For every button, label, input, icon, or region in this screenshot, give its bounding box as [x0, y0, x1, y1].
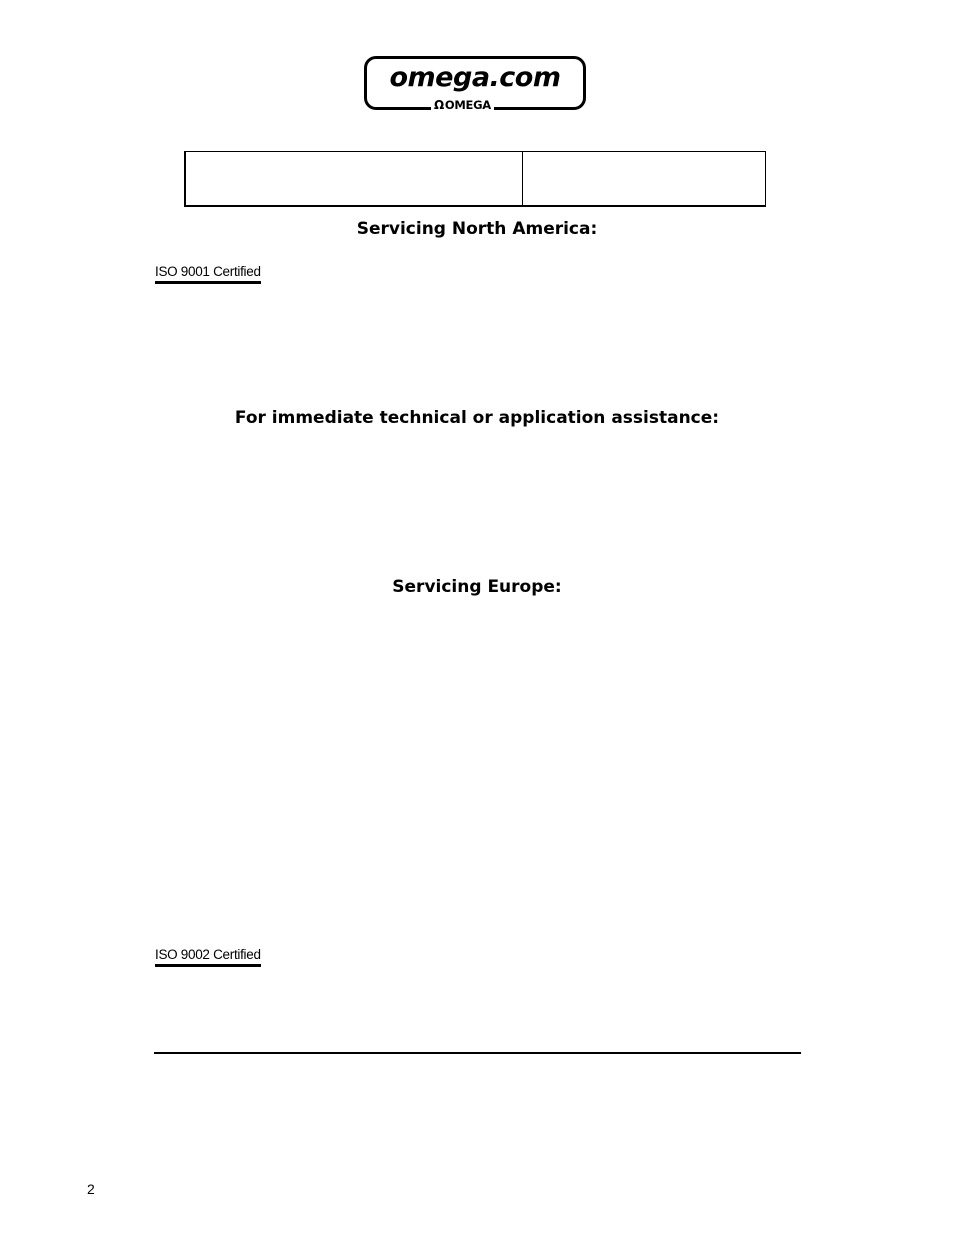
logo-main-text: omega.com — [389, 62, 561, 93]
horizontal-divider — [154, 1052, 801, 1054]
logo-sub-label: OMEGA — [444, 98, 491, 112]
omega-logo — [364, 56, 586, 110]
address-box — [184, 151, 766, 207]
page-number: 2 — [87, 1181, 95, 1197]
heading-servicing-europe: Servicing Europe: — [392, 577, 562, 597]
omega-symbol-icon: Ω — [434, 98, 444, 112]
logo-sub-text — [431, 98, 494, 112]
heading-servicing-north-america: Servicing North America: — [356, 219, 598, 239]
heading-technical-assistance: For immediate technical or application assistance: — [234, 408, 720, 428]
address-box-left-cell — [186, 152, 523, 205]
iso-9002-certified-label: ISO 9002 Certified — [155, 947, 261, 967]
iso-9001-certified-label: ISO 9001 Certified — [155, 264, 261, 284]
address-box-right-cell — [523, 152, 765, 205]
